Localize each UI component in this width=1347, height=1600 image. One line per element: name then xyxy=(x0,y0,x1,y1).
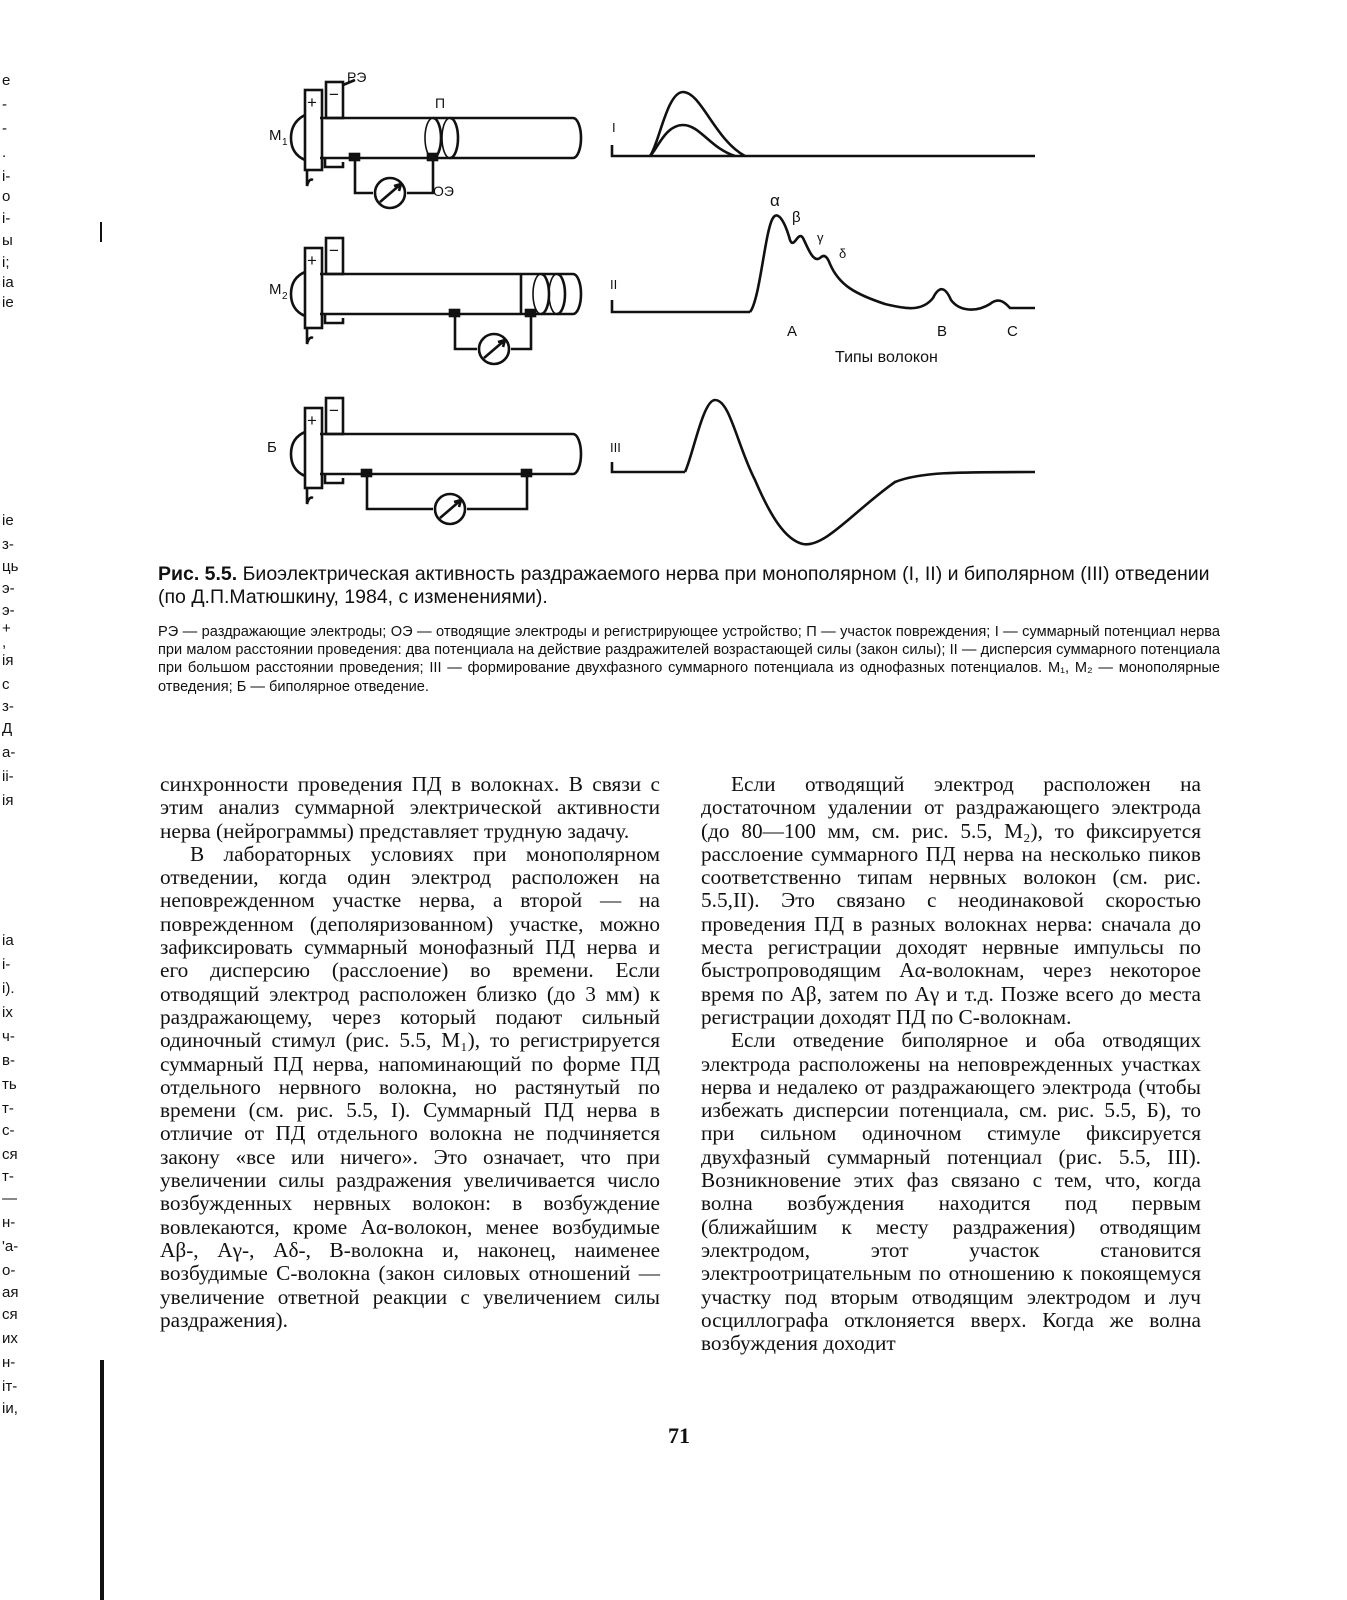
peak-gamma: γ xyxy=(817,230,824,245)
label-b: Б xyxy=(267,439,277,456)
label-plus: + xyxy=(307,93,317,112)
recording-circuit xyxy=(367,474,527,509)
margin-fragment: іи, xyxy=(2,1400,18,1417)
fiber-types-label: Типы волокон xyxy=(835,349,938,366)
margin-fragment: т- xyxy=(2,1168,14,1185)
margin-fragment: іе xyxy=(2,512,14,529)
margin-fragment: ая xyxy=(2,1284,19,1301)
caption-text: Биоэлектрическая активность раздражаемого нерва при монополярном (I, II) и биполярном (III) отведении (по Д.П.Матюшкину, 1984, с изменениями). xyxy=(158,563,1210,608)
margin-fragment: і- xyxy=(2,956,11,973)
trace-ii xyxy=(612,215,1035,312)
margin-fragment: ць xyxy=(2,558,19,575)
caption-label: Рис. 5.5. xyxy=(158,563,238,585)
peak-delta: δ xyxy=(839,246,847,261)
label-minus: − xyxy=(329,401,339,420)
margin-fragment: іе xyxy=(2,294,14,311)
margin-fragment: з- xyxy=(2,536,14,553)
label-p: П xyxy=(435,95,446,111)
margin-fragment: с- xyxy=(2,1122,15,1139)
label-plus: + xyxy=(307,251,317,270)
margin-fragment: ся xyxy=(2,1306,18,1323)
margin-fragment: іа xyxy=(2,932,14,949)
label-oe: ОЭ xyxy=(433,183,454,199)
label-m1: M xyxy=(269,127,282,144)
margin-fragment: о xyxy=(2,188,11,205)
margin-fragment: і). xyxy=(2,980,15,997)
margin-fragment: — xyxy=(2,1190,17,1207)
margin-fragment: + xyxy=(2,620,11,637)
label-minus: − xyxy=(329,241,339,260)
trace-iii xyxy=(612,400,1035,544)
scan-edge-line xyxy=(100,1360,104,1600)
label-minus: − xyxy=(329,85,339,104)
paragraph: Если отведение биполярное и оба отводящих электрода расположены на неповрежденных участках нерва и недалеко от раздражающего электрода (чтобы избежать дисперсии потенциала, см. рис. 5.5, Б), то при сильном одиночном стимуле фиксируется двухфазный суммарный потенциал (рис. 5.5, III). Возникновение этих фаз связано с тем, что, когда волна возбуждения находится под первым (ближайшим к месту раздражения) отводящим электродом, этот участок становится электроотрицательным по отношению к покоящемуся участку под вторым отводящим электродом и луч осциллографа отклоняется вверх. Когда же волна возбуждения доходит xyxy=(701,1028,1201,1356)
label-re: РЭ xyxy=(347,69,367,85)
margin-fragment: іі- xyxy=(2,768,14,785)
margin-fragment: в- xyxy=(2,1052,15,1069)
margin-fragment: э- xyxy=(2,580,15,597)
margin-fragment: о- xyxy=(2,1262,16,1279)
right-column xyxy=(701,773,1201,1355)
trace-label-i: I xyxy=(612,120,616,135)
margin-fragment: і- xyxy=(2,168,11,185)
trace-i xyxy=(612,92,1035,156)
label-m1-sub: 1 xyxy=(282,137,288,148)
nerve-cylinder xyxy=(320,118,581,158)
margin-fragment: іх xyxy=(2,1004,13,1021)
margin-fragment: их xyxy=(2,1330,18,1347)
margin-fragment: і; xyxy=(2,254,10,271)
margin-fragment: - xyxy=(2,96,7,113)
margin-fragment: н- xyxy=(2,1214,16,1231)
margin-fragment: ія xyxy=(2,792,14,809)
margin-fragment: . xyxy=(2,144,7,161)
left-column xyxy=(160,773,660,1332)
margin-fragment: ч- xyxy=(2,1028,15,1045)
margin-fragment: іт- xyxy=(2,1378,18,1395)
paragraph: синхронности проведения ПД в волокнах. В связи с этим анализ суммарной электрической активности нерва (нейрограммы) представляет трудную задачу. xyxy=(160,772,660,843)
fiber-type-b: B xyxy=(937,323,948,340)
margin-fragment: , xyxy=(2,634,7,651)
margin-fragment: і- xyxy=(2,210,11,227)
label-m2-sub: 2 xyxy=(282,291,288,302)
nerve-cylinder xyxy=(320,434,581,474)
margin-fragment: іа xyxy=(2,274,14,291)
margin-fragment: ы xyxy=(2,232,13,249)
paragraph: Если отводящий электрод расположен на достаточном удалении от раздражающего электрода (до 80—100 мм, см. рис. 5.5, M₂), то фиксируется расслоение суммарного ПД нерва на несколько пиков соответственно типам нервных волокон (см. рис. 5.5,II). Это связано с неодинаковой скоростью проведения ПД в разных волокнах нерва: сначала до места регистрации доходят нервные импульсы по быстропроводящим Aα-волокнам, через некоторое время по Aβ, затем по Aγ и т.д. Позже всего до места регистрации доходят ПД по C-волокнам. xyxy=(701,772,1201,1029)
margin-fragment: н- xyxy=(2,1354,16,1371)
margin-fragment: 'а- xyxy=(2,1238,19,1255)
nerve-cylinder xyxy=(320,274,581,314)
recording-circuit xyxy=(455,314,531,349)
margin-fragment: ся xyxy=(2,1146,18,1163)
peak-beta: β xyxy=(792,209,801,226)
dispersed-potential xyxy=(750,215,1035,312)
margin-fragment: е xyxy=(2,72,11,89)
figure-caption xyxy=(158,563,1218,609)
trace-label-iii: III xyxy=(610,440,621,455)
fiber-type-a: A xyxy=(787,323,798,340)
label-m2: M xyxy=(269,281,282,298)
peak-alpha: α xyxy=(770,191,780,210)
margin-fragment: а- xyxy=(2,744,16,761)
margin-fragment: с xyxy=(2,676,10,693)
injury-zone xyxy=(433,118,458,158)
margin-fragment: э- xyxy=(2,602,15,619)
fiber-type-c: C xyxy=(1007,323,1018,340)
paragraph: В лабораторных условиях при монополярном отведении, когда один электрод расположен на неповрежденном участке нерва, а второй — на поврежденном (деполяризованном) участке, можно зафиксировать суммарный монофазный ПД нерва и его дисперсию (расслоение) во времени. Если отводящий электрод расположен близко (до 3 мм) к раздражающему, через который подают сильный одиночный стимул (рис. 5.5, M₁), то регистрируется суммарный ПД нерва, напоминающий по форме ПД отдельного нервного волокна, но растянутый по времени (см. рис. 5.5, I). Суммарный ПД нерва в отличие от ПД отдельного волокна не подчиняется закону «все или ничего». Это означает, что при увеличении силы раздражения увеличивается число возбужденных нервных волокон: в возбуждение вовлекаются, кроме Aα-волокон, менее возбудимые Aβ-, Aγ-, Aδ-, B-волокна и, наконец, наименее возбудимые C-волокна (закон силовых отношений — увеличение ответной реакции с увеличением силы раздражения). xyxy=(160,841,660,1332)
margin-fragment: ть xyxy=(2,1076,17,1093)
margin-fragment: ія xyxy=(2,652,14,669)
margin-fragment: т- xyxy=(2,1100,14,1117)
label-plus: + xyxy=(307,411,317,430)
margin-fragment: з- xyxy=(2,698,14,715)
recording-circuit xyxy=(355,158,433,193)
potential-strong xyxy=(650,92,745,156)
figure-legend: РЭ — раздражающие электроды; ОЭ — отводящие электроды и регистрирующее устройство; П — участок повреждения; I — суммарный потенциал нерва при малом расстоянии проведения: два потенциала на действие раздражителей возрастающей силы (закон силы); II — дисперсия суммарного потенциала при большом расстоянии проведения; III — формирование двухфазного суммарного потенциала из однофазных потенциалов. M₁, M₂ — монополярные отведения; Б — биполярное отведение. xyxy=(158,624,1220,695)
page-number: 71 xyxy=(668,1423,690,1448)
scan-edge-line xyxy=(100,222,102,242)
trace-label-ii: II xyxy=(610,277,618,292)
margin-fragment: Д xyxy=(2,720,13,737)
figure-5-5 xyxy=(255,60,1055,565)
biphasic-potential xyxy=(685,400,1035,544)
margin-fragment: - xyxy=(2,120,7,137)
potential-weak xyxy=(650,125,735,156)
